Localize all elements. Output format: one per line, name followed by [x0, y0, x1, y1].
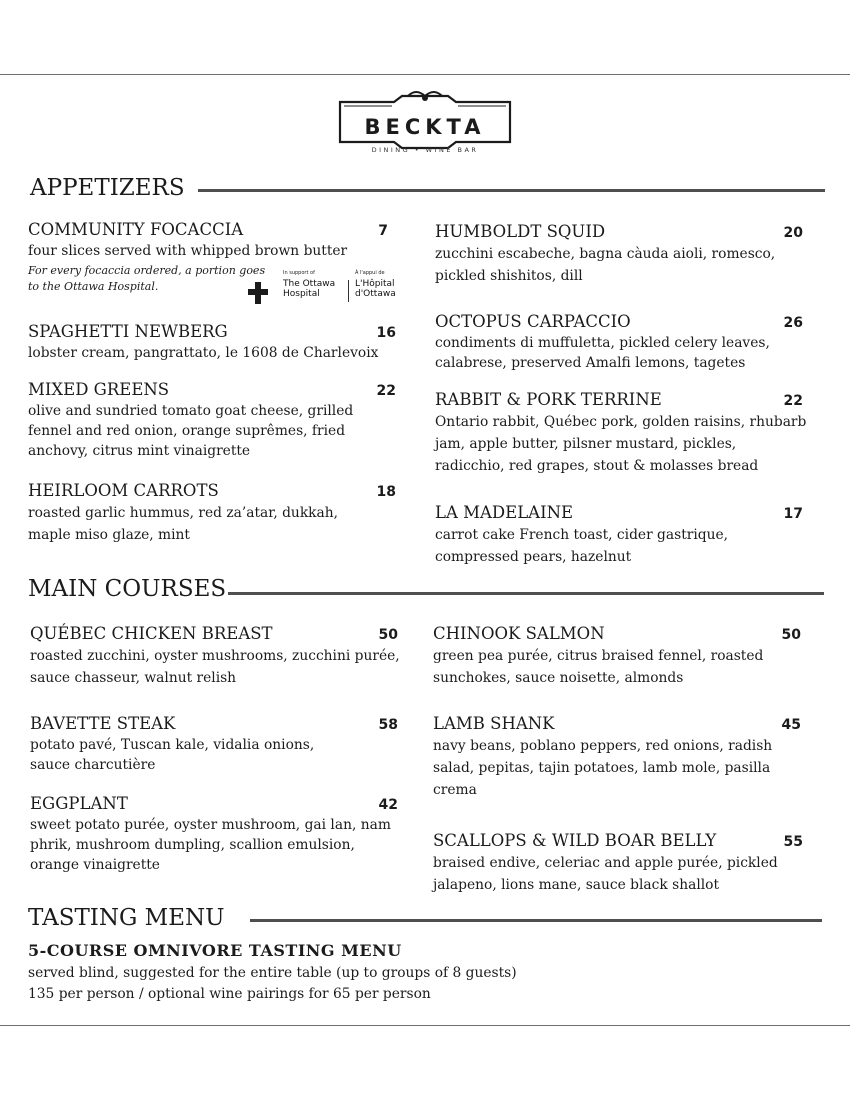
- item-name: OCTOPUS CARPACCIO: [435, 312, 631, 331]
- item-name: EGGPLANT: [30, 794, 128, 813]
- support-label-fr: À l'appui de: [355, 270, 385, 276]
- item-price: 20: [783, 225, 803, 241]
- item-price: 26: [783, 315, 803, 331]
- item-price: 18: [376, 484, 396, 500]
- item-name: QUÉBEC CHICKEN BREAST: [30, 624, 273, 643]
- menu-item-la-madelaine: [435, 503, 803, 568]
- menu-item-chinook-salmon: [433, 624, 801, 689]
- item-name: BAVETTE STEAK: [30, 714, 176, 733]
- menu-item-eggplant: [30, 794, 398, 875]
- menu-item-heirloom-carrots: [28, 481, 396, 546]
- item-description: roasted zucchini, oyster mushrooms, zucchini purée, sauce chasseur, walnut relish: [30, 648, 400, 686]
- appetizers-divider: [198, 189, 825, 192]
- item-description: carrot cake French toast, cider gastrique, compressed pears, hazelnut: [435, 527, 729, 565]
- item-price: 16: [376, 325, 396, 341]
- menu-item-scallops-wild-boar: [433, 831, 803, 896]
- item-price: 55: [783, 834, 803, 850]
- item-name: MIXED GREENS: [28, 380, 170, 399]
- top-rule: [0, 74, 850, 75]
- menu-item-mixed-greens: [28, 380, 396, 461]
- bottom-rule: [0, 1025, 850, 1026]
- item-name: SPAGHETTI NEWBERG: [28, 322, 228, 341]
- item-price: 7: [378, 223, 388, 239]
- item-description: navy beans, poblano peppers, red onions, radish salad, pepitas, tajin potatoes, lamb mole, pasilla crema: [433, 738, 773, 798]
- item-name: COMMUNITY FOCACCIA: [28, 220, 244, 239]
- hospital-cross-icon: [245, 280, 275, 306]
- item-description: zucchini escabeche, bagna càuda aioli, romesco, pickled shishitos, dill: [435, 246, 776, 284]
- partner-divider: [348, 280, 349, 302]
- hospital-name-fr: L'Hôpital d'Ottawa: [355, 279, 396, 299]
- menu-item-spaghetti-newberg: [28, 322, 396, 363]
- tasting-menu-heading: TASTING MENU: [28, 905, 225, 931]
- tasting-menu-title: 5-COURSE OMNIVORE TASTING MENU: [28, 941, 402, 960]
- ottawa-hospital-logo: [245, 270, 405, 306]
- menu-item-rabbit-pork-terrine: [435, 390, 807, 477]
- brand-tagline: DINING • WINE BAR: [371, 146, 479, 154]
- item-description: olive and sundried tomato goat cheese, grilled fennel and red onion, orange suprêmes, fried anchovy, citrus mint vinaigrette: [28, 403, 354, 459]
- item-description: potato pavé, Tuscan kale, vidalia onions, sauce charcutière: [30, 737, 315, 773]
- item-name: HEIRLOOM CARROTS: [28, 481, 219, 500]
- item-description: Ontario rabbit, Québec pork, golden raisins, rhubarb jam, apple butter, pilsner mustard, pickles, radicchio, red grapes, stout & molasses bread: [435, 414, 807, 474]
- charity-note: For every focaccia ordered, a portion goes to the Ottawa Hospital.: [28, 264, 266, 293]
- menu-item-lamb-shank: [433, 714, 801, 801]
- item-name: CHINOOK SALMON: [433, 624, 605, 643]
- item-price: 58: [378, 717, 398, 733]
- menu-item-humboldt-squid: [435, 222, 803, 287]
- menu-item-bavette-steak: [30, 714, 398, 775]
- appetizers-heading: APPETIZERS: [30, 175, 185, 201]
- tasting-menu-divider: [250, 919, 822, 922]
- item-price: 22: [783, 393, 803, 409]
- tasting-menu-description: served blind, suggested for the entire table (up to groups of 8 guests): [28, 965, 517, 981]
- item-description: lobster cream, pangrattato, le 1608 de Charlevoix: [28, 345, 379, 361]
- tasting-menu-pricing: 135 per person / optional wine pairings for 65 per person: [28, 986, 431, 1002]
- item-name: LA MADELAINE: [435, 503, 574, 522]
- item-description: four slices served with whipped brown butter: [28, 243, 348, 259]
- item-price: 17: [783, 506, 803, 522]
- item-name: SCALLOPS & WILD BOAR BELLY: [433, 831, 717, 850]
- menu-item-quebec-chicken: [30, 624, 398, 689]
- item-price: 22: [376, 383, 396, 399]
- menu-item-octopus-carpaccio: [435, 312, 803, 373]
- item-price: 42: [378, 797, 398, 813]
- item-price: 50: [781, 627, 801, 643]
- item-name: LAMB SHANK: [433, 714, 555, 733]
- support-label-en: In support of: [283, 270, 315, 276]
- item-price: 50: [378, 627, 398, 643]
- brand-name: BECKTA: [364, 115, 486, 139]
- item-description: green pea purée, citrus braised fennel, roasted sunchokes, sauce noisette, almonds: [433, 648, 764, 686]
- main-courses-divider: [228, 592, 824, 595]
- hospital-name-en: The Ottawa Hospital: [283, 279, 336, 299]
- item-description: braised endive, celeriac and apple purée, pickled jalapeno, lions mane, sauce black shallot: [433, 855, 778, 893]
- item-name: HUMBOLDT SQUID: [435, 222, 606, 241]
- main-courses-heading: MAIN COURSES: [28, 576, 227, 602]
- item-price: 45: [781, 717, 801, 733]
- item-description: sweet potato purée, oyster mushroom, gai lan, nam phrik, mushroom dumpling, scallion emulsion, orange vinaigrette: [30, 817, 391, 873]
- item-name: RABBIT & PORK TERRINE: [435, 390, 662, 409]
- beckta-logo: [332, 90, 518, 154]
- item-description: roasted garlic hummus, red za’atar, dukkah, maple miso glaze, mint: [28, 505, 339, 543]
- item-description: condiments di muffuletta, pickled celery leaves, calabrese, preserved Amalfi lemons, tagetes: [435, 335, 770, 371]
